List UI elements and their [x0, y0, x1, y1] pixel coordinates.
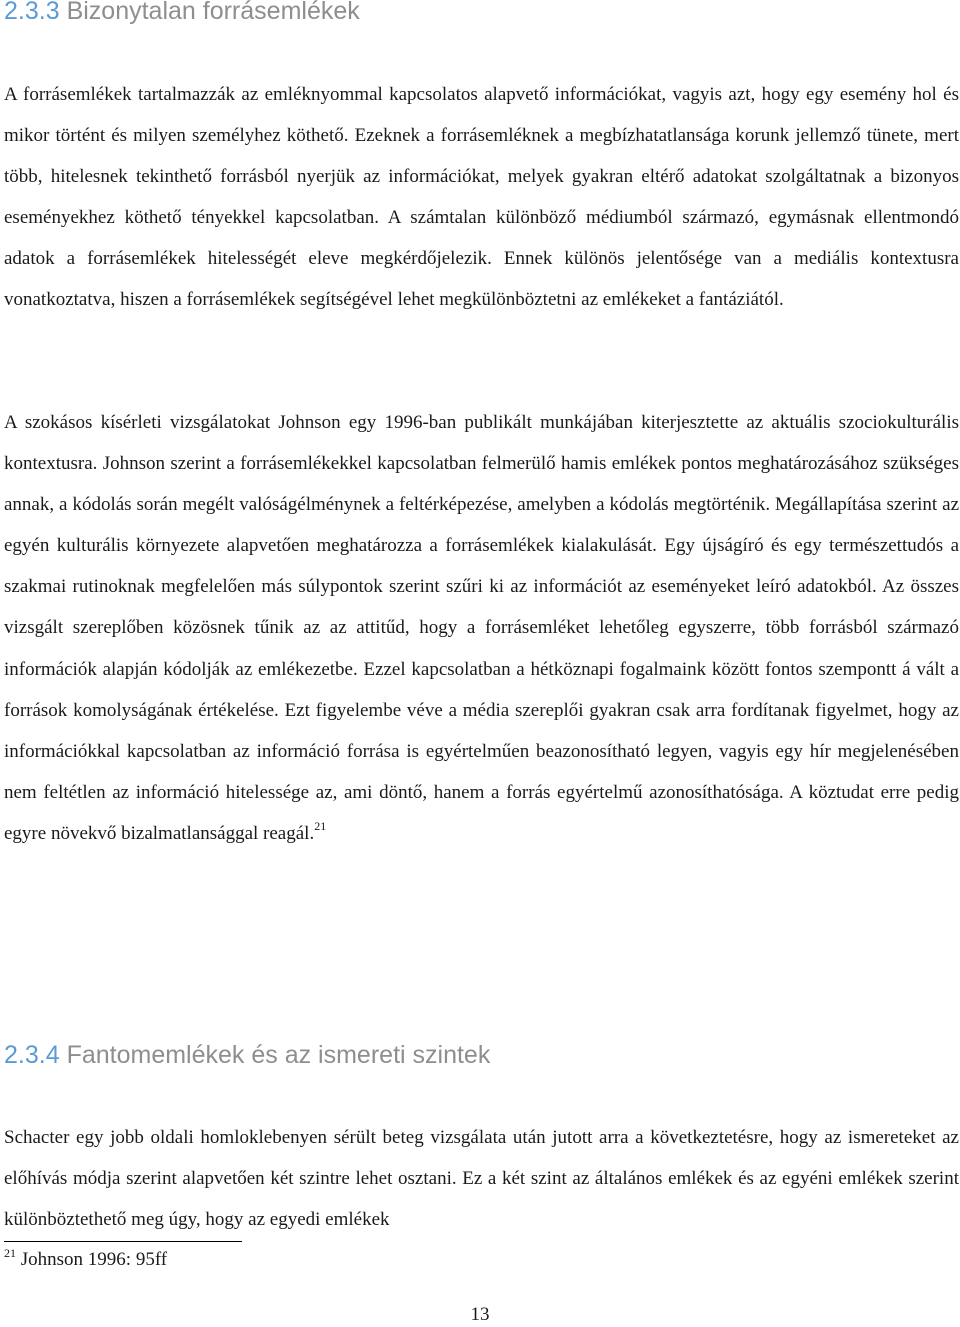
section-number: 2.3.4 [4, 1041, 60, 1069]
footnote-text: Johnson 1996: 95ff [20, 1249, 168, 1270]
footnote [4, 1247, 167, 1273]
body-paragraph: Schacter egy jobb oldali homloklebenyen sérült beteg vizsgálata után jutott arra a következtetésre, hogy az ismereteket az előhívás módja szerint alapvetően két szintre lehet osztani. Ez a két szint az általános emlékek és az egyéni emlékek szerint különböztethető meg úgy, hogy az egyedi emlékek [4, 1127, 959, 1231]
page-number: 13 [470, 1304, 490, 1325]
footnote-marker: 21 [4, 1246, 16, 1260]
section-title: Bizonytalan forrásemlékek [66, 0, 360, 25]
section-heading [4, 0, 360, 26]
section-title: Fantomemlékek és az ismereti szintek [66, 1041, 491, 1069]
footnote-reference[interactable]: 21 [314, 818, 327, 833]
paragraph-text: A szokásos kísérleti vizsgálatokat Johnson egy 1996-ban publikált munkájában kiterjesztette az aktuális szociokulturális kontextusra. Johnson szerint a forrásemlékekkel kapcsolatban felmerülő hamis emlékek pontos meghatározásához szükséges annak, a kódolás során megélt valóságélménynek a feltérképezése, amelyben a kódolás megtörténik. Megállapítása szerint az egyén kulturális környezete alapvetően meghatározza a forrásemlékek kialakulását. Egy újságíró és egy természettudós a szakmai rutinoknak megfelelően más súlypontok szerint szűri ki az információt az eseményeket leíró adatokból. Az összes vizsgált szereplőben közösnek tűnik az az attitűd, hogy a forrásemléket lehetőleg egyszerre, több forrásból származó információk alapján kódolják az emlékezetbe. Ezzel kapcsolatban a hétköznapi fogalmaink között fontos szempontt á vált a források komolyságának értékelése. Ezt figyelembe véve a média szereplői gyakran csak arra fordítanak figyelmet, hogy az információkkal kapcsolatban az információ forrása is egyértelműen beazonosítható legyen, vagyis egy hír megjelenésében nem feltétlen az információ hitelessége az, ami döntő, hanem a forrás egyértelmű azonosíthatósága. A köztudat erre pedig egyre növekvő bizalmatlansággal reagál. [4, 412, 959, 844]
section-heading [4, 1040, 490, 1070]
section-number: 2.3.3 [4, 0, 60, 25]
body-paragraph: A forrásemlékek tartalmazzák az emléknyommal kapcsolatos alapvető információkat, vagyis azt, hogy egy esemény hol és mikor történt és milyen személyhez köthető. Ezeknek a forrásemléknek a megbízhatatlansága korunk jellemző tünete, mert több, hitelesnek tekinthető forrásból nyerjük az információkat, melyek gyakran eltérő adatokat szolgáltatnak a bizonyos eseményekhez köthető tényekkel kapcsolatban. A számtalan különböző médiumból származó, egymásnak ellentmondó adatok a forrásemlékek hitelességét eleve megkérdőjelezik. Ennek különös jelentősége van a mediális kontextusra vonatkoztatva, hiszen a forrásemlékek segítségével lehet megkülönböztetni az emlékeket a fantáziától. [4, 84, 959, 311]
body-paragraph [4, 402, 959, 854]
footnote-divider [4, 1241, 242, 1242]
